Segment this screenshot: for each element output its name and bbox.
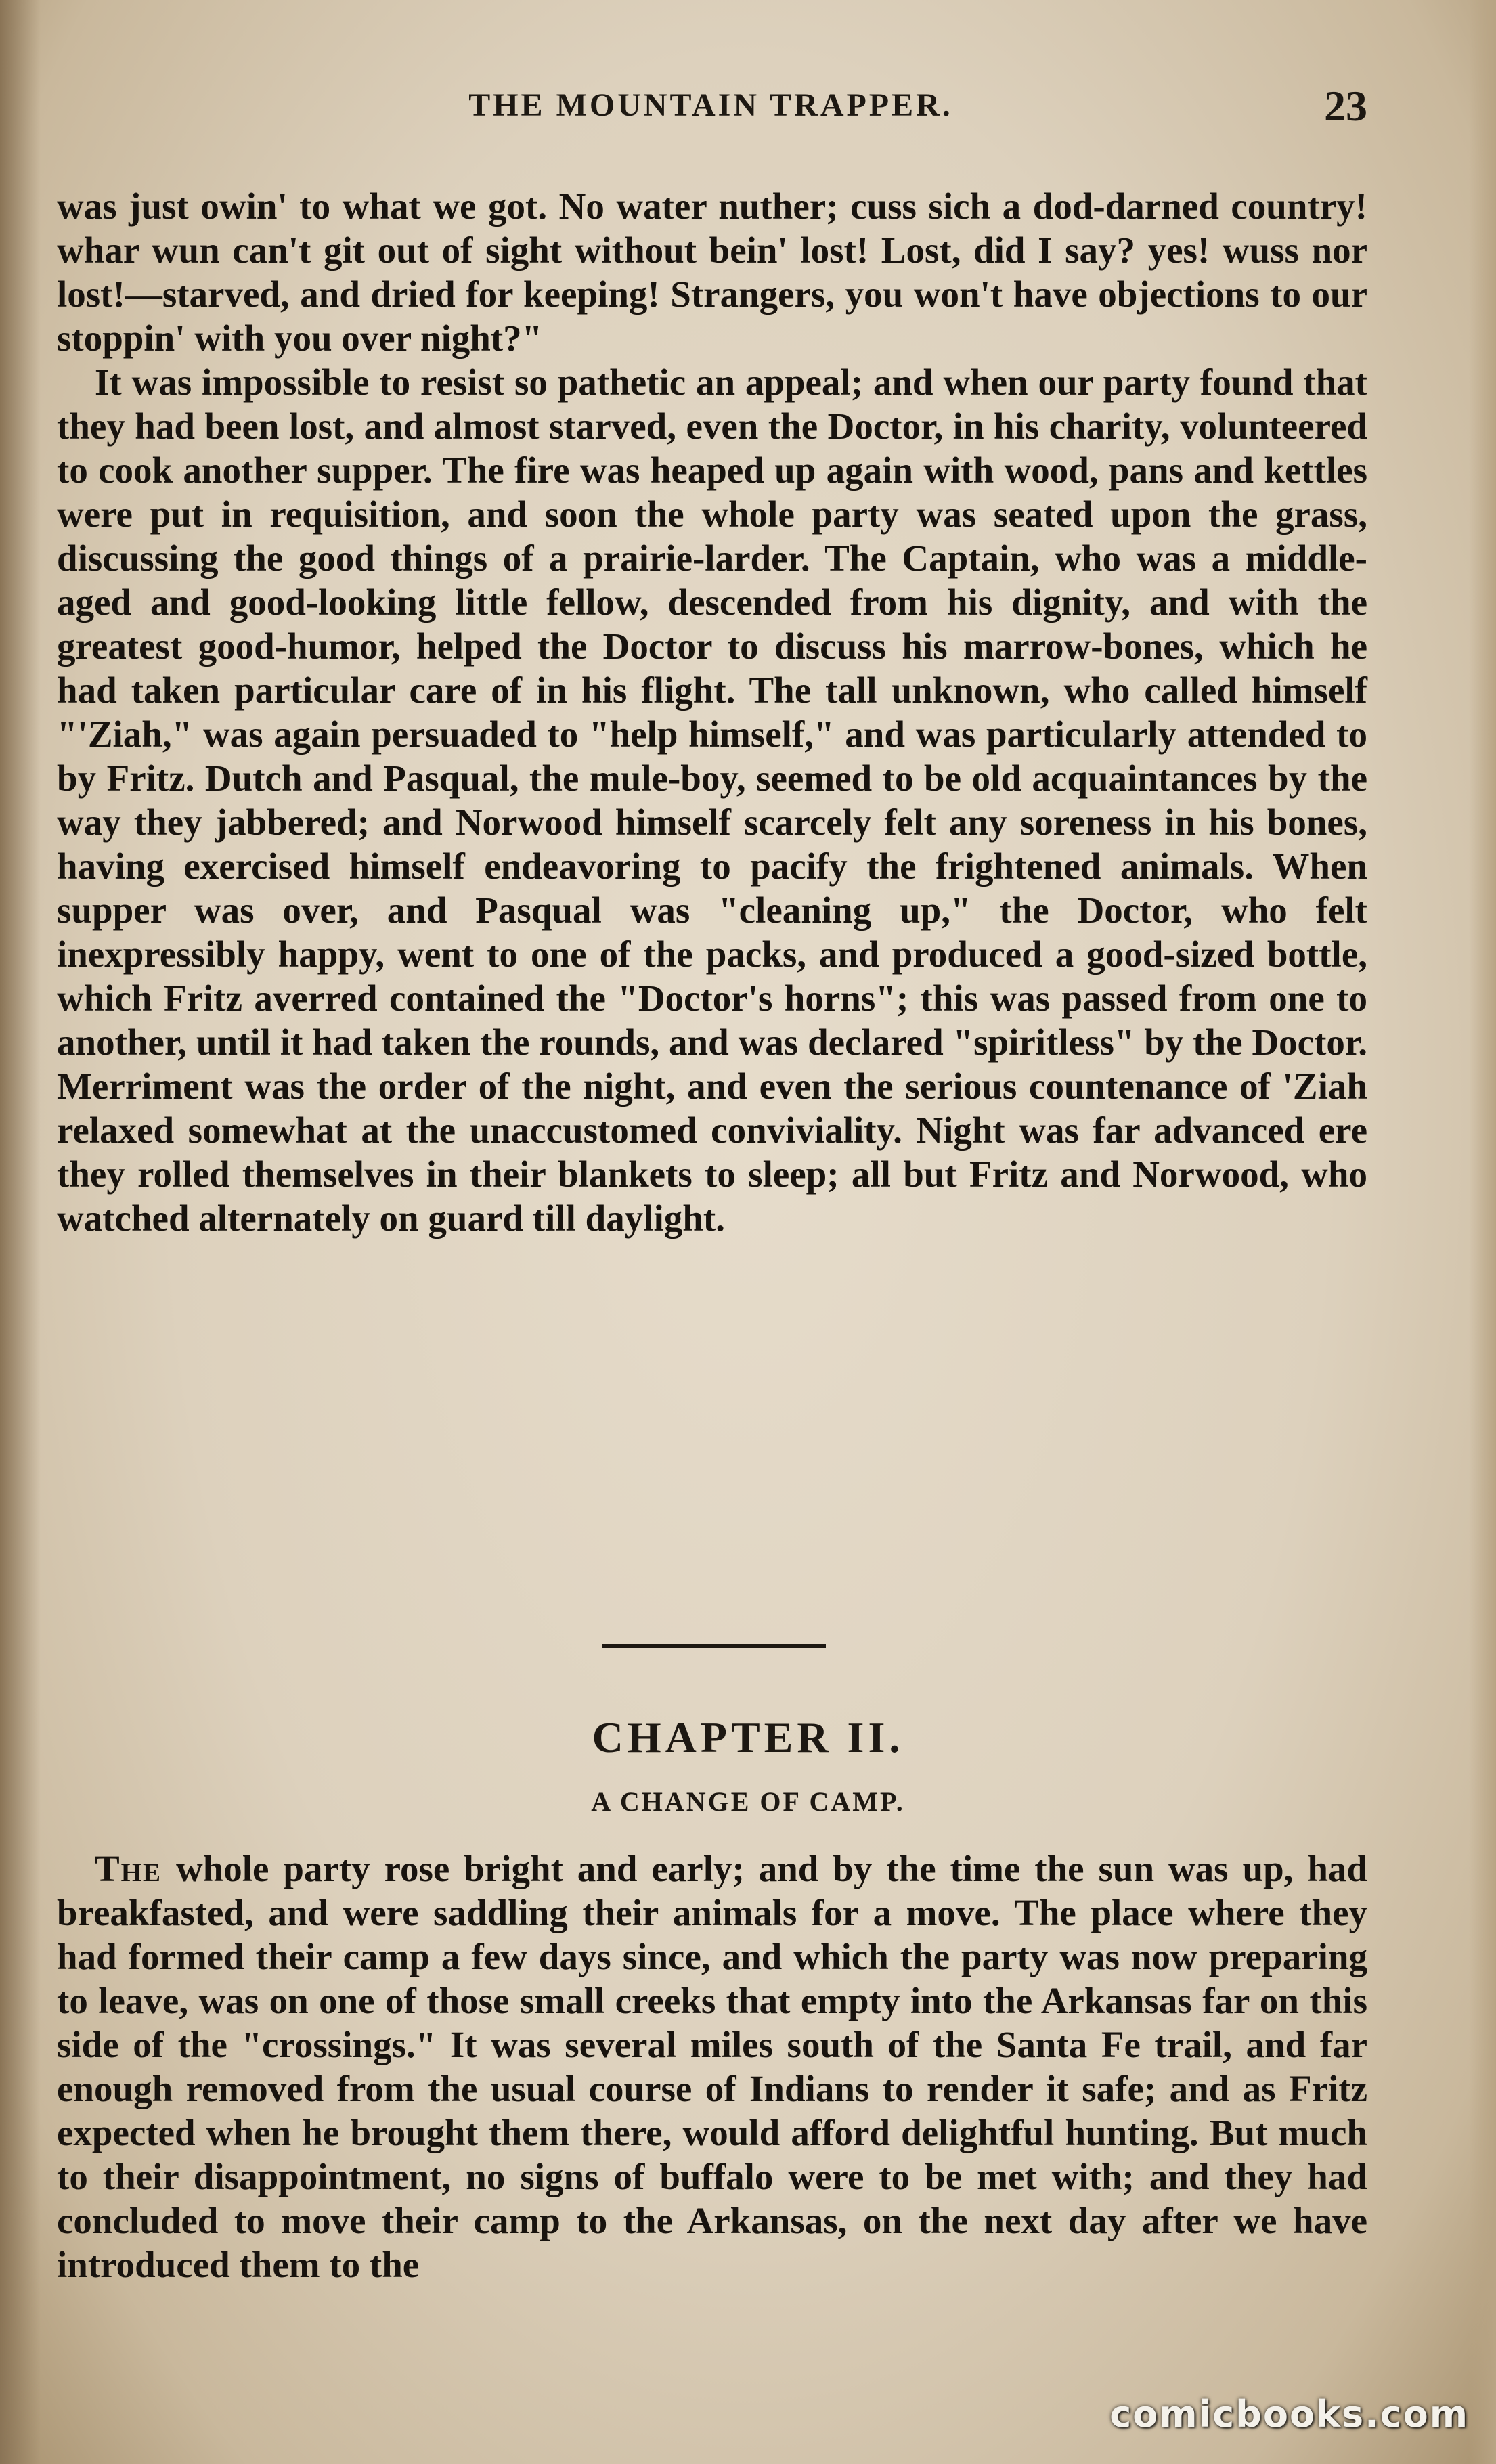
body-text-chapter	[57, 1847, 1367, 2287]
paragraph-appeal: It was impossible to resist so pathetic an appeal; and when our party found that they had been lost, and almost starved, even the Doctor, in his charity, volunteered to cook another supper. The fire was heaped up again with wood, pans and kettles were put in requisition, and soon the whole party was seated upon the grass, discussing the good things of a prairie-larder. The Captain, who was a middle-aged and good-looking little fellow, descended from his dignity, and with the greatest good-humor, helped the Doctor to discuss his marrow-bones, which he had taken particular care of in his flight. The tall unknown, who called himself "'Ziah," was again persuaded to "help himself," and was particularly attended to by Fritz. Dutch and Pasqual, the mule-boy, seemed to be old acquaintances by the way they jabbered; and Norwood himself scarcely felt any soreness in his bones, having exercised himself endeavoring to pacify the frightened animals. When supper was over, and Pasqual was "cleaning up," the Doctor, who felt inexpressibly happy, went to one of the packs, and produced a good-sized bottle, which Fritz averred contained the "Doctor's horns"; this was passed from one to another, until it had taken the rounds, and was declared "spiritless" by the Doctor. Merriment was the order of the night, and even the serious countenance of 'Ziah relaxed somewhat at the unaccustomed conviviality. Night was far advanced ere they rolled themselves in their blankets to sleep; all but Fritz and Norwood, who watched alternately on guard till daylight.	[57, 361, 1367, 1239]
section-divider	[602, 1644, 826, 1648]
body-text-top	[57, 184, 1367, 1240]
running-title: THE MOUNTAIN TRAPPER.	[468, 87, 953, 123]
watermark-logo: comicbooks.com	[1109, 2393, 1469, 2436]
chapter-paragraph-text: whole party rose bright and early; and by the time the sun was up, had breakfasted, and were saddling their animals for a move. The place where they had formed their camp a few days since, and which the party was now preparing to leave, was on one of those small creeks that empty into the Arkansas far on this side of the "crossings." It was several miles south of the Santa Fe trail, and far enough removed from the usual course of Indians to render it safe; and as Fritz expected when he brought them there, would afford delightful hunting. But much to their disappointment, no signs of buffalo were to be met with; and they had concluded to move their camp to the Arkansas, on the next day after we have introduced them to the	[57, 1848, 1367, 2285]
paragraph-continuation: was just owin' to what we got. No water nuther; cuss sich a dod-darned country! whar wun can't git out of sight without bein' lost! Lost, did I say? yes! wuss nor lost!—starved, and dried for keeping! Strangers, you won't have objections to our stoppin' with you over night?"	[57, 185, 1367, 359]
page-spine-shadow	[0, 0, 41, 2464]
page-number: 23	[1324, 82, 1367, 130]
page-header	[54, 81, 1367, 135]
chapter-first-word: The	[95, 1848, 162, 1889]
chapter-title: CHAPTER II.	[592, 1713, 904, 1761]
chapter-subtitle: A CHANGE OF CAMP.	[591, 1786, 905, 1817]
page-edge-shadow	[1469, 0, 1496, 2464]
chapter-opening-paragraph	[57, 1847, 1367, 2287]
